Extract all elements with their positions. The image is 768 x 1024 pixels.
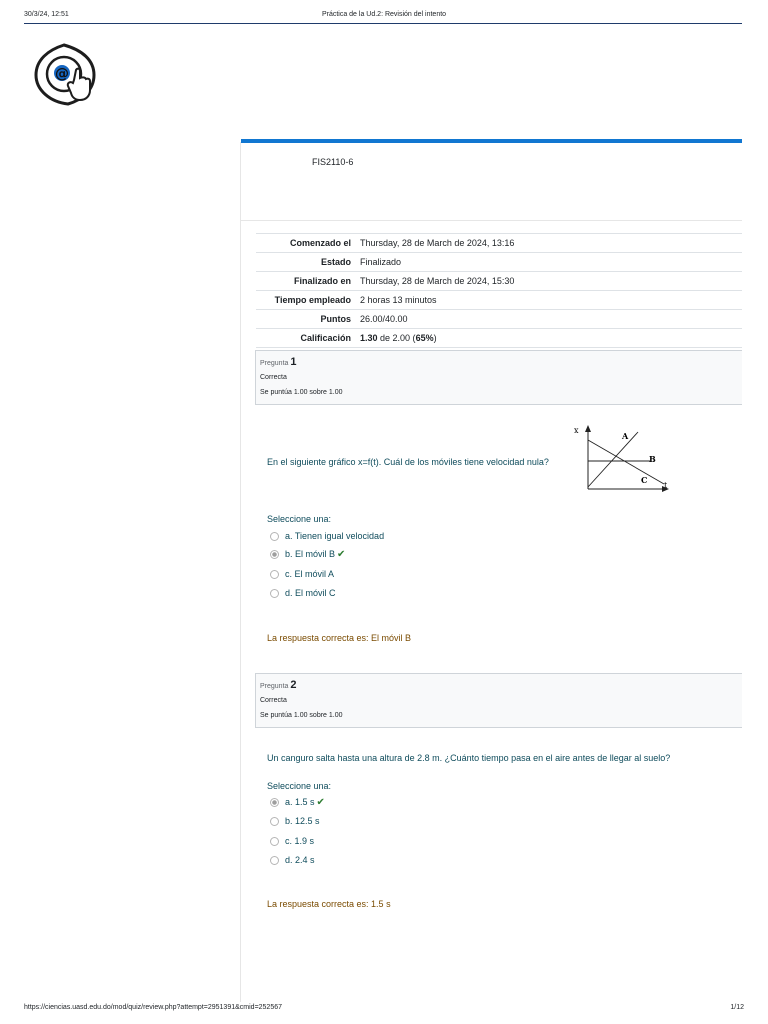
summary-row — [256, 234, 742, 253]
summary-label: Comenzado el — [256, 234, 356, 253]
summary-row — [256, 310, 742, 329]
line-b-label: B — [649, 454, 656, 464]
summary-row — [256, 291, 742, 310]
question-label: Pregunta — [260, 683, 289, 690]
radio-button[interactable] — [270, 856, 279, 865]
question-grade: Se puntúa 1.00 sobre 1.00 — [260, 712, 343, 719]
question-text: En el siguiente gráfico x=f(t). Cuál de los móviles tiene velocidad nula? — [267, 457, 549, 467]
question-info-1 — [255, 350, 742, 405]
print-date: 30/3/24, 12:51 — [24, 11, 69, 18]
question-label: Pregunta — [260, 360, 289, 367]
question-number-value: 2 — [290, 679, 297, 691]
question-text: Un canguro salta hasta una altura de 2.8 m. ¿Cuánto tiempo pasa en el aire antes de llegar al suelo? — [267, 753, 671, 763]
radio-button[interactable] — [270, 550, 279, 559]
option-text: d. 2.4 s — [285, 855, 315, 865]
answer-prompt: Seleccione una: — [267, 781, 332, 791]
summary-row — [256, 272, 742, 291]
column-divider — [240, 142, 241, 1002]
question-info-2 — [255, 673, 742, 728]
summary-label: Puntos — [256, 310, 356, 329]
line-c-label: C — [641, 475, 648, 485]
header-divider — [241, 220, 742, 221]
option-text: d. El móvil C — [285, 588, 336, 598]
radio-button[interactable] — [270, 817, 279, 826]
question-number — [260, 679, 297, 691]
option-text: a. Tienen igual velocidad — [285, 531, 385, 541]
summary-value: Thursday, 28 de March de 2024, 15:30 — [356, 272, 742, 291]
summary-value: Finalizado — [356, 253, 742, 272]
axis-t-label: t — [664, 481, 668, 490]
site-logo-icon[interactable] — [32, 42, 100, 108]
summary-label: Estado — [256, 253, 356, 272]
grade-mid: de 2.00 ( — [377, 333, 416, 343]
summary-label: Calificación — [256, 329, 356, 348]
option-text: a. 1.5 s — [285, 797, 315, 807]
question-state: Correcta — [260, 374, 287, 381]
question-number — [260, 356, 297, 368]
radio-button[interactable] — [270, 532, 279, 541]
print-header — [0, 0, 768, 24]
radio-button[interactable] — [270, 589, 279, 598]
line-a-label: A — [622, 431, 629, 441]
summary-row — [256, 253, 742, 272]
page-counter: 1/12 — [730, 1004, 744, 1011]
axis-x-label: x — [574, 426, 579, 435]
attempt-summary-table — [256, 233, 742, 348]
summary-row — [256, 329, 742, 348]
radio-button[interactable] — [270, 798, 279, 807]
grade-percent: 65% — [415, 333, 434, 343]
radio-button[interactable] — [270, 570, 279, 579]
answer-option[interactable] — [270, 834, 314, 848]
radio-button[interactable] — [270, 837, 279, 846]
answer-option[interactable] — [270, 814, 320, 828]
summary-value: Thursday, 28 de March de 2024, 13:16 — [356, 234, 742, 253]
position-time-graph — [568, 424, 672, 492]
check-icon: ✔ — [337, 549, 346, 560]
option-text: b. El móvil B — [285, 549, 336, 559]
svg-text:@: @ — [55, 66, 69, 82]
answer-prompt: Seleccione una: — [267, 514, 332, 524]
question-state: Correcta — [260, 697, 287, 704]
correct-answer-feedback: La respuesta correcta es: 1.5 s — [267, 899, 391, 909]
summary-label: Tiempo empleado — [256, 291, 356, 310]
course-code: FIS2110-6 — [312, 157, 354, 167]
summary-label: Finalizado en — [256, 272, 356, 291]
option-text: c. El móvil A — [285, 569, 335, 579]
answer-option[interactable] — [270, 529, 384, 543]
summary-value: 26.00/40.00 — [356, 310, 742, 329]
correct-answer-feedback: La respuesta correcta es: El móvil B — [267, 633, 412, 643]
print-title: Práctica de la Ud.2: Revisión del intento — [321, 11, 447, 18]
question-grade: Se puntúa 1.00 sobre 1.00 — [260, 389, 343, 396]
header-rule — [24, 23, 742, 24]
page-url: https://ciencias.uasd.edu.do/mod/quiz/review.php?attempt=2951391&cmid=252567 — [24, 1004, 283, 1011]
summary-value — [356, 329, 742, 348]
check-icon: ✔ — [316, 797, 325, 808]
answer-option[interactable] — [270, 547, 345, 561]
answer-option[interactable] — [270, 586, 336, 600]
answer-option[interactable] — [270, 853, 315, 867]
answer-option[interactable] — [270, 795, 325, 809]
option-text: b. 12.5 s — [285, 816, 320, 826]
summary-value: 2 horas 13 minutos — [356, 291, 742, 310]
grade-score: 1.30 — [360, 333, 378, 343]
grade-end: ) — [433, 333, 437, 343]
option-text: c. 1.9 s — [285, 836, 315, 846]
page-accent-bar — [241, 139, 742, 143]
answer-option[interactable] — [270, 567, 334, 581]
question-number-value: 1 — [290, 356, 297, 368]
